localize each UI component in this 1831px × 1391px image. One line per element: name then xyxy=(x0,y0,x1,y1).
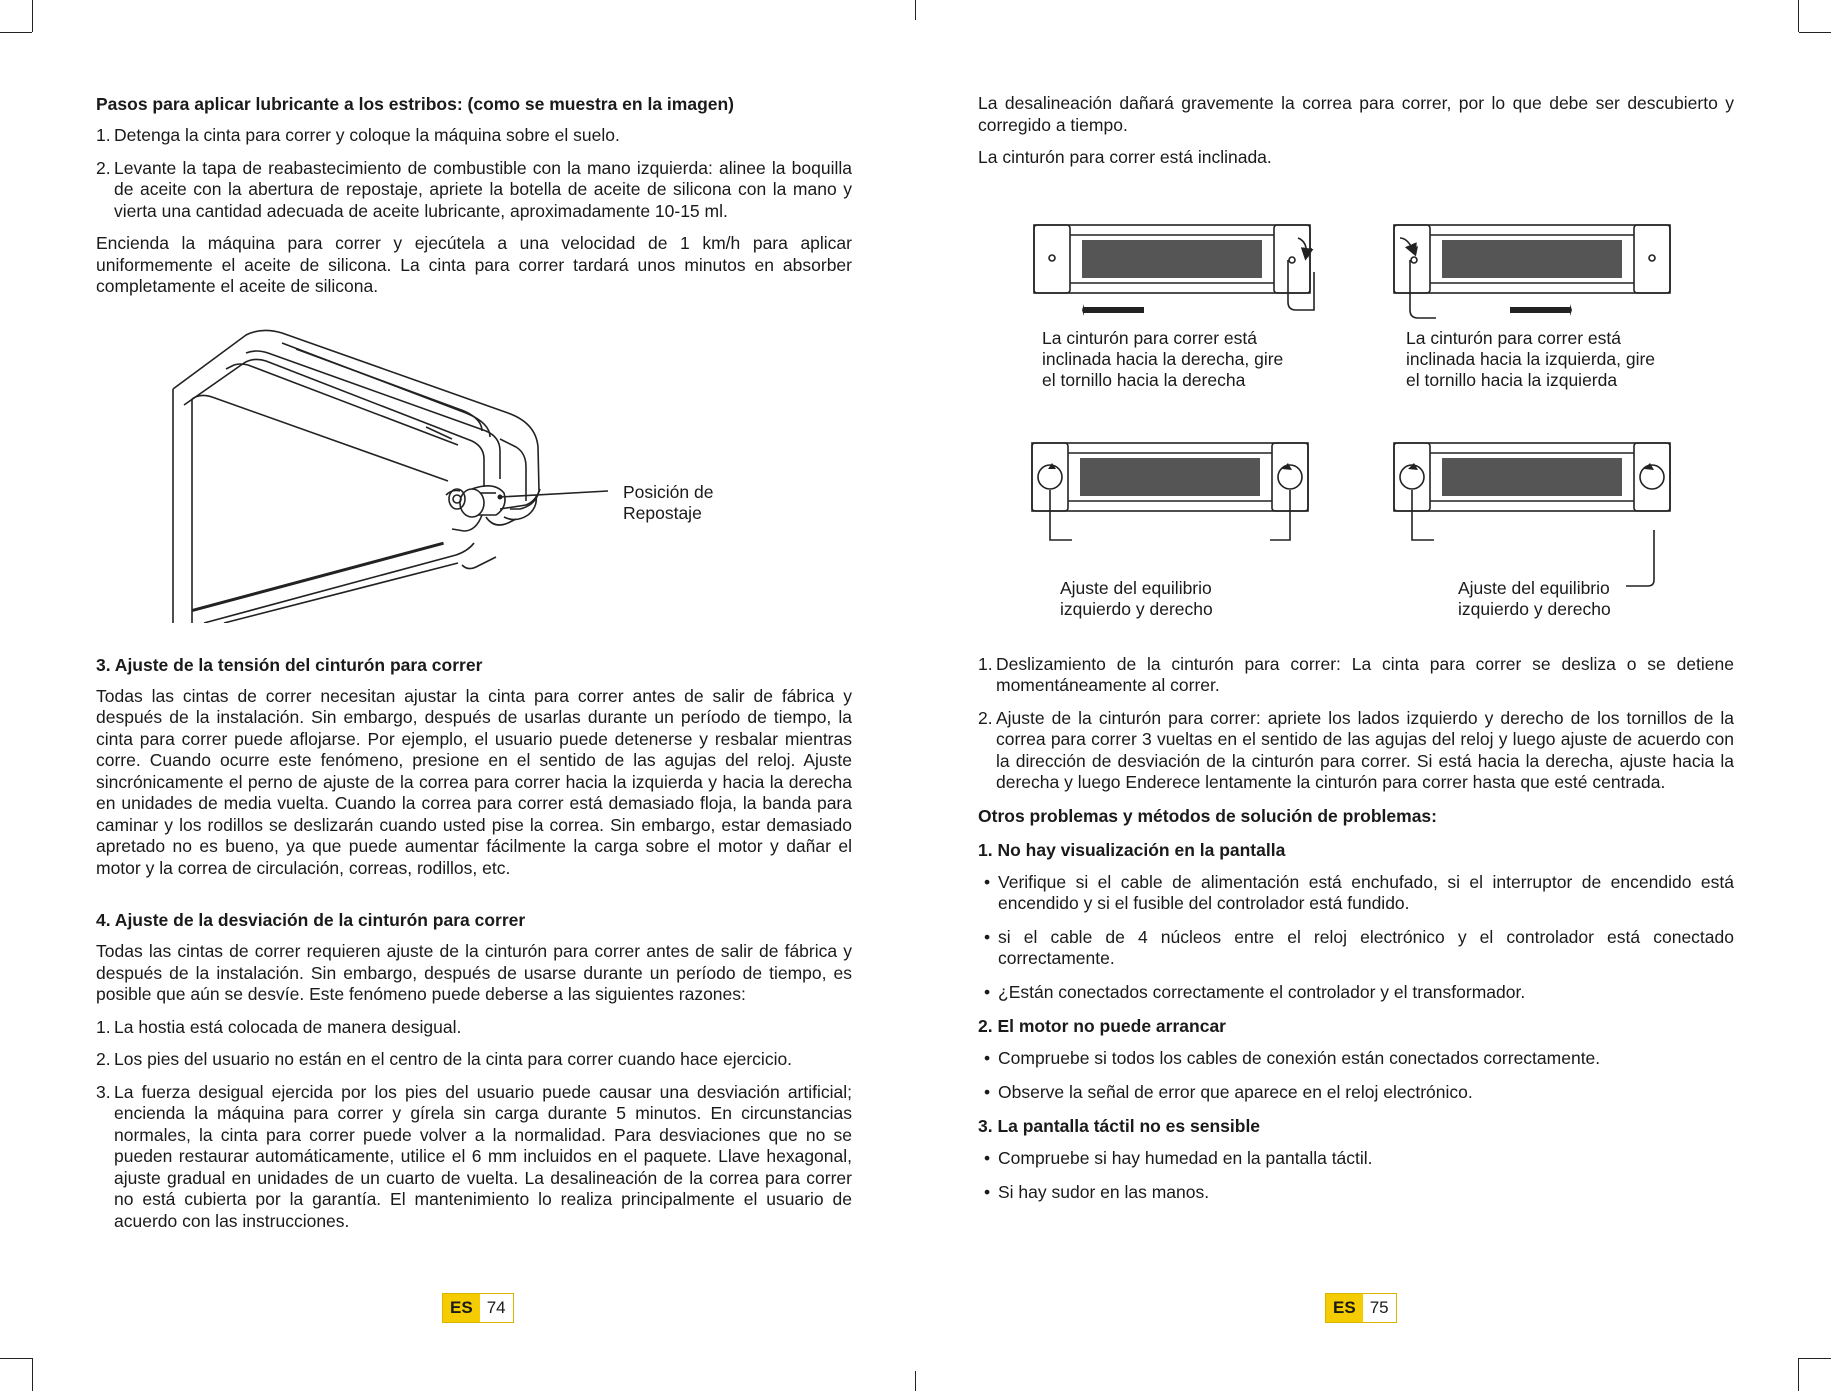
crop-mark xyxy=(0,32,32,33)
list-text: Compruebe si hay humedad en la pantalla táctil. xyxy=(998,1148,1373,1168)
list-number: 2. xyxy=(978,707,993,728)
list-item xyxy=(984,1182,1734,1204)
list-number: 1. xyxy=(978,653,993,674)
list-text: Ajuste de la cinturón para correr: apriete los lados izquierdo y derecho de los tornillos de la correa para correr 3 vueltas en el sentido de las agujas del reloj y luego ajuste de acuerdo con la dirección de desviación de la cinturón para correr. Si está hacia la derecha, ajuste hacia la derecha y luego Enderece lentamente la cinturón para correr hasta que esté centrada. xyxy=(996,707,1734,792)
language-code: ES xyxy=(1326,1294,1363,1322)
list-item xyxy=(96,158,852,223)
tension-heading: 3. Ajuste de la tensión del cinturón para correr xyxy=(96,654,483,675)
bullet: • xyxy=(984,1048,991,1068)
page-number-badge xyxy=(1325,1293,1397,1323)
bullet: • xyxy=(984,871,991,892)
bullet: • xyxy=(984,1081,991,1102)
list-text: Los pies del usuario no están en el centro de la cinta para correr cuando hace ejercicio. xyxy=(114,1049,793,1069)
crop-mark xyxy=(1799,32,1831,33)
page-number: 75 xyxy=(1363,1294,1396,1322)
list-item xyxy=(96,1049,852,1071)
lube-steps xyxy=(96,125,852,222)
list-number: 2. xyxy=(96,1049,111,1069)
crop-mark xyxy=(32,1358,33,1391)
list-text: Verifique si el cable de alimentación está enchufado, si el interruptor de encendido está encendido y si el fusible del controlador está fundido. xyxy=(998,871,1734,913)
refuel-figure xyxy=(96,309,852,623)
belt-adjustment-figure xyxy=(978,180,1734,654)
crop-mark xyxy=(915,0,916,20)
problem-3-heading: 3. La pantalla táctil no es sensible xyxy=(978,1116,1261,1136)
page-number-badge xyxy=(442,1293,514,1323)
diagram-label-tilt-left: La cinturón para correr está inclinada hacia la izquierda, gire el tornillo hacia la izquierda xyxy=(1406,327,1656,390)
list-text: ¿Están conectados correctamente el controlador y el transformador. xyxy=(998,981,1526,1002)
crop-mark xyxy=(0,1358,32,1359)
list-item xyxy=(96,1082,852,1233)
list-item xyxy=(984,927,1734,970)
page-right xyxy=(978,0,1734,1391)
bullet: • xyxy=(984,1181,991,1202)
intro-paragraph: La desalineación dañará gravemente la correa para correr, por lo que debe ser descubierto y corregido a tiempo. xyxy=(978,93,1734,135)
list-number: 2. xyxy=(96,157,111,178)
list-item xyxy=(984,1048,1734,1070)
diagram-label-balance-right: Ajuste del equilibrio izquierdo y derecho xyxy=(1458,577,1611,619)
belt-steps xyxy=(978,654,1734,794)
crop-mark xyxy=(915,1371,916,1391)
deviation-heading: 4. Ajuste de la desviación de la cinturón para correr xyxy=(96,910,526,930)
list-text: Levante la tapa de reabastecimiento de combustible con la mano izquierda: alinee la boquilla de aceite con la abertura de repostaje, apriete la botella de aceite de silicona con la mano y vierta una cantidad adecuada de aceite lubricante, aproximadamente 10-15 ml. xyxy=(114,157,852,221)
crop-mark xyxy=(1798,1358,1799,1391)
list-item xyxy=(978,708,1734,794)
diagram-label-balance-left: Ajuste del equilibrio izquierdo y derecho xyxy=(1060,577,1213,619)
treadmill-illustration xyxy=(96,309,852,623)
list-text: si el cable de 4 núcleos entre el reloj electrónico y el controlador está conectado correctamente. xyxy=(998,926,1734,968)
page-number: 74 xyxy=(480,1294,513,1322)
list-number: 1. xyxy=(96,125,111,145)
refuel-position-label: Posición de Repostaje xyxy=(623,481,714,523)
problem-2-heading: 2. El motor no puede arrancar xyxy=(978,1016,1226,1036)
deviation-reasons xyxy=(96,1017,852,1233)
list-item xyxy=(984,1148,1734,1170)
list-number: 3. xyxy=(96,1081,111,1102)
deviation-paragraph: Todas las cintas de correr requieren ajuste de la cinturón para correr antes de salir de fábrica y después de la instalación. Sin embargo, después de usarse durante un período de tiempo, es posible que aún se desvíe. Este fenómeno puede deberse a las siguientes razones: xyxy=(96,941,852,1004)
list-item xyxy=(984,1082,1734,1104)
page-left xyxy=(96,0,852,1391)
list-item xyxy=(96,125,852,147)
crop-mark xyxy=(32,0,33,32)
list-text: La hostia está colocada de manera desigual. xyxy=(114,1016,462,1037)
troubleshooting-heading: Otros problemas y métodos de solución de problemas: xyxy=(978,805,1437,826)
lube-paragraph: Encienda la máquina para correr y ejecútela a una velocidad de 1 km/h para aplicar uniformemente el aceite de silicona. La cinta para correr tardará unos minutos en absorber completamente el aceite de silicona. xyxy=(96,233,852,296)
list-text: Deslizamiento de la cinturón para correr: La cinta para correr se desliza o se detiene momentáneamente al correr. xyxy=(996,653,1734,695)
crop-mark xyxy=(1798,0,1799,32)
lube-heading: Pasos para aplicar lubricante a los estribos: (como se muestra en la imagen) xyxy=(96,94,735,114)
list-item xyxy=(978,654,1734,697)
list-item xyxy=(984,982,1734,1004)
diagram-label-tilt-right: La cinturón para correr está inclinada hacia la derecha, gire el tornillo hacia la derecha xyxy=(1042,327,1284,390)
list-item xyxy=(984,872,1734,915)
problem-1-heading: 1. No hay visualización en la pantalla xyxy=(978,839,1286,860)
list-text: Compruebe si todos los cables de conexión están conectados correctamente. xyxy=(998,1048,1601,1068)
bullet: • xyxy=(984,1148,991,1168)
list-item xyxy=(96,1017,852,1039)
list-text: La fuerza desigual ejercida por los pies del usuario puede causar una desviación artificial; encienda la máquina para correr y gírela sin carga durante 5 minutos. En circunstancias normales, la cinta para correr puede volver a la normalidad. Para desviaciones que no se pueden restaurar automáticamente, utilice el 6 mm incluidos en el paquete. Llave hexagonal, ajuste gradual en unidades de un cuarto de vuelta. La desalineación de la correa para correr no está cubierta por la garantía. El mantenimiento lo realiza principalmente el usuario de acuerdo con las instrucciones. xyxy=(114,1081,852,1231)
list-number: 1. xyxy=(96,1016,111,1037)
list-text: Observe la señal de error que aparece en el reloj electrónico. xyxy=(998,1081,1473,1102)
inclined-paragraph: La cinturón para correr está inclinada. xyxy=(978,147,1272,167)
bullet: • xyxy=(984,926,991,947)
list-text: Si hay sudor en las manos. xyxy=(998,1181,1210,1202)
list-text: Detenga la cinta para correr y coloque la máquina sobre el suelo. xyxy=(114,125,620,145)
tension-paragraph: Todas las cintas de correr necesitan ajustar la cinta para correr antes de salir de fábrica y después de la instalación. Sin embargo, después de usarlas durante un período de tiempo, la cinta para correr puede aflojarse. Por ejemplo, el usuario puede detenerse y resbalar mientras corre. Cuando ocurre este fenómeno, presione en el sentido de las agujas del reloj. Ajuste sincrónicamente el perno de ajuste de la correa para correr hacia la izquierda y hacia la derecha en unidades de media vuelta. Cuando la correa para correr está demasiado floja, la banda para caminar y los rodillos se deslizarán cuando usted pise la correa. Sin embargo, estar demasiado apretado no es bueno, ya que puede aumentar fácilmente la carga sobre el motor y dañar el motor y la correa de circulación, correas, rodillos, etc. xyxy=(96,685,852,878)
crop-mark xyxy=(1799,1358,1831,1359)
bullet: • xyxy=(984,981,991,1002)
language-code: ES xyxy=(443,1294,480,1322)
